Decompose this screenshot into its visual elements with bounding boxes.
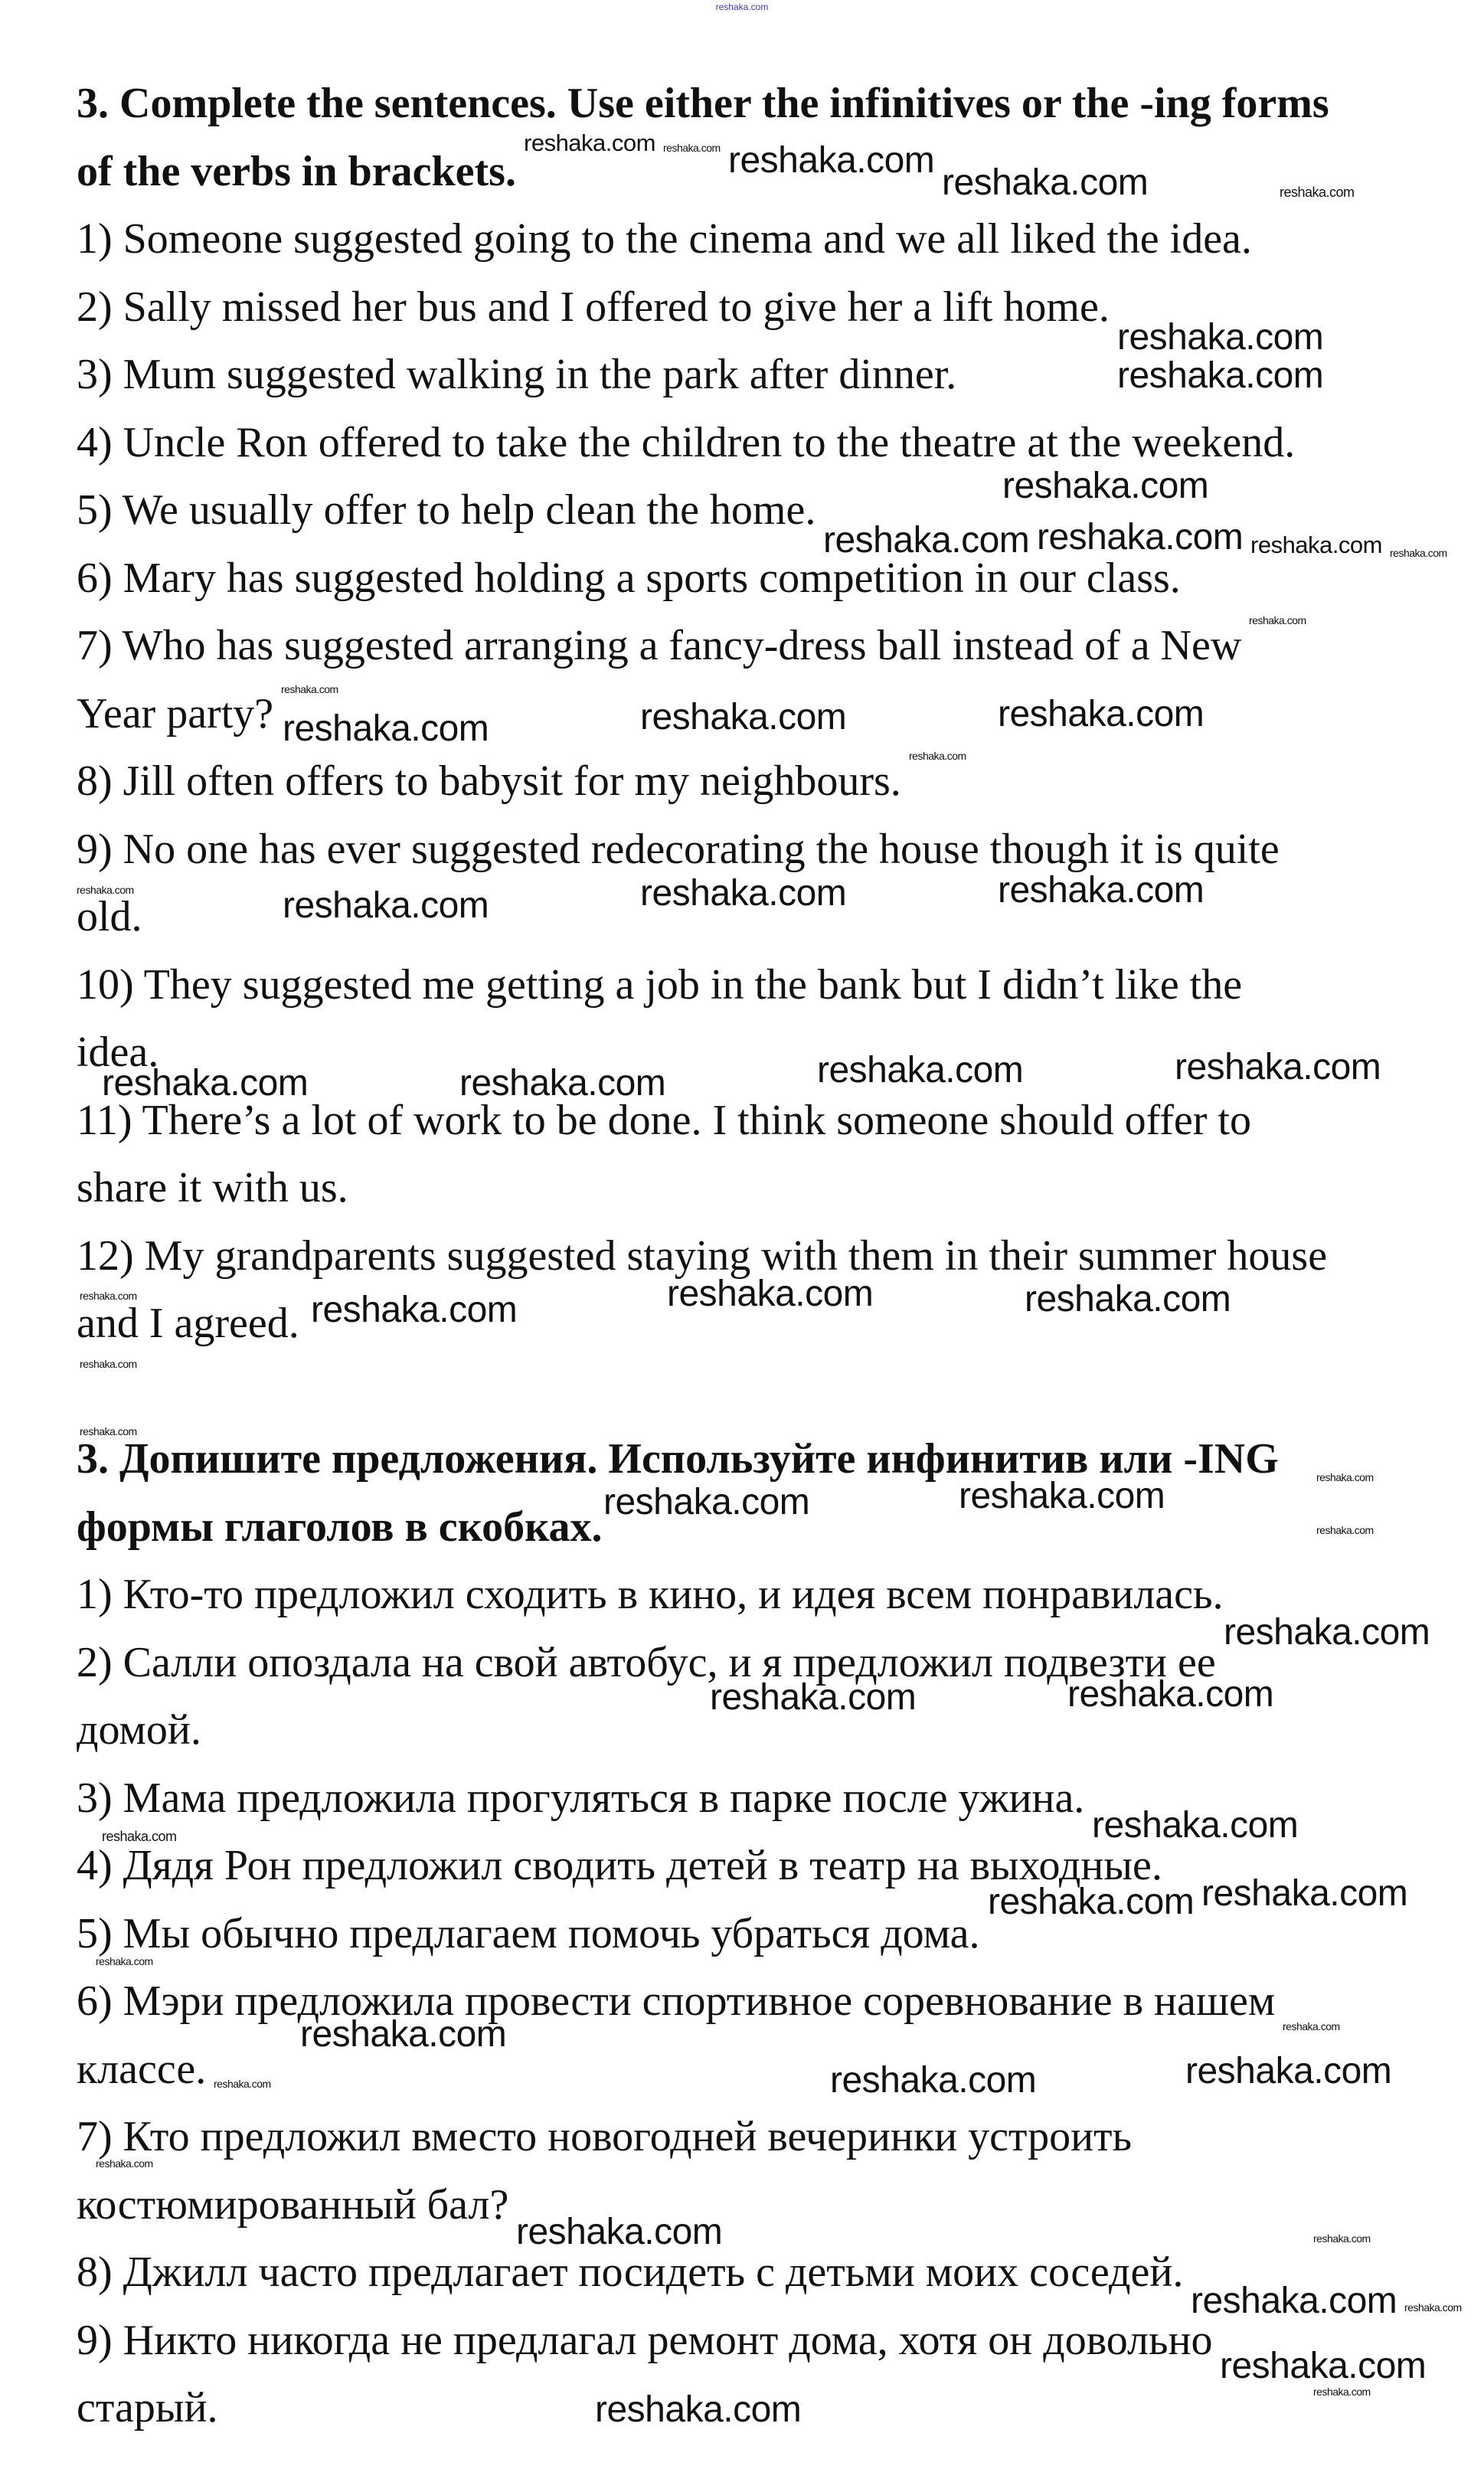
sentence-line (77, 2171, 1455, 2239)
sentence-line (77, 476, 1455, 544)
watermark: reshaka.com (1250, 531, 1382, 558)
watermark: reshaka.com (663, 142, 721, 154)
watermark: reshaka.com (1117, 355, 1324, 396)
watermark: reshaka.com (1249, 614, 1306, 626)
watermark: reshaka.com (80, 1358, 137, 1370)
sentence-text: классе. (77, 2045, 207, 2093)
watermark: reshaka.com (516, 2212, 723, 2252)
sentence-text: share it with us. (77, 1164, 348, 1212)
sentence-text: 1) Кто-то предложил сходить в кино, и идея всем понравилась. (77, 1571, 1224, 1618)
watermark: reshaka.com (728, 140, 935, 181)
watermark: reshaka.com (1025, 1279, 1231, 1320)
sentence-text: 3) Мама предложила прогуляться в парке после ужина. (77, 1774, 1085, 1822)
watermark: reshaka.com (998, 694, 1205, 734)
sentence-text: домой. (77, 1706, 201, 1754)
sentence-text: Year party? (77, 689, 274, 737)
watermark: reshaka.com (988, 1882, 1195, 1922)
watermark: reshaka.com (959, 1476, 1165, 1516)
sentence-text: 4) Uncle Ron offered to take the children to the theatre at the weekend. (77, 418, 1296, 466)
watermark: reshaka.com (1313, 2232, 1371, 2245)
watermark: reshaka.com (77, 884, 134, 896)
watermark: reshaka.com (817, 1050, 1024, 1091)
sentence-line (77, 1967, 1455, 2036)
watermark: reshaka.com (1220, 2346, 1427, 2386)
sentence-text: 8) Jill often offers to babysit for my neighbours. (77, 757, 901, 805)
watermark: reshaka.com (459, 1063, 666, 1104)
watermark: reshaka.com (640, 873, 847, 914)
watermark: reshaka.com (823, 520, 1030, 561)
site-header-link[interactable]: reshaka.com (715, 2, 769, 12)
watermark: reshaka.com (283, 708, 489, 749)
watermark: reshaka.com (281, 683, 338, 695)
watermark: reshaka.com (595, 2389, 802, 2430)
watermark: reshaka.com (80, 1290, 137, 1302)
watermark: reshaka.com (1117, 317, 1324, 358)
spacer (77, 1358, 1455, 1426)
watermark: reshaka.com (96, 2157, 153, 2170)
watermark: reshaka.com (80, 1425, 137, 1437)
watermark: reshaka.com (283, 885, 489, 926)
sentence-line (77, 544, 1455, 613)
sentence-text: 5) Мы обычно предлагаем помочь убраться дома. (77, 1909, 980, 1957)
sentence-text: 7) Кто предложил вместо новогодней вечеринки устроить (77, 2113, 1133, 2160)
watermark: reshaka.com (1092, 1805, 1299, 1846)
sentence-text: 1) Someone suggested going to the cinema and we all liked the idea. (77, 215, 1252, 263)
sentence-text: старый. (77, 2384, 218, 2431)
watermark: reshaka.com (830, 2060, 1037, 2101)
sentence-text: 2) Салли опоздала на свой автобус, и я предложил подвезти ее (77, 1638, 1216, 1686)
sentence-text: 4) Дядя Рон предложил сводить детей в театр на выходные. (77, 1842, 1162, 1889)
watermark: reshaka.com (1175, 1047, 1381, 1087)
watermark: reshaka.com (1067, 1674, 1274, 1715)
watermark: reshaka.com (1316, 1524, 1374, 1536)
sentence-text: 7) Who has suggested arranging a fancy-dress ball instead of a New (77, 622, 1242, 669)
watermark: reshaka.com (102, 1063, 309, 1104)
sentence-line (77, 951, 1455, 1019)
sentence-text: 6) Мэри предложила провести спортивное соревнование в нашем (77, 1977, 1276, 2025)
sentence-text: 2) Sally missed her bus and I offered to give her a lift home. (77, 283, 1110, 331)
watermark: reshaka.com (1316, 1471, 1374, 1483)
sentence-line (77, 205, 1455, 273)
english-heading-line-1 (77, 70, 1455, 138)
watermark: reshaka.com (1185, 2051, 1392, 2091)
watermark: reshaka.com (1283, 2020, 1340, 2032)
watermark: reshaka.com (214, 2078, 271, 2090)
sentence-text: 10) They suggested me getting a job in the bank but I didn’t like the (77, 960, 1243, 1009)
sentence-text: and I agreed. (77, 1300, 299, 1347)
sentence-text: 8) Джилл часто предлагает посидеть с детьми моих соседей. (77, 2248, 1184, 2296)
sentence-text: 11) There’s a lot of work to be done. I think someone should offer to (77, 1096, 1251, 1144)
sentence-line (77, 1154, 1455, 1222)
sentence-text: old. (77, 893, 142, 940)
sentence-text: костюмированный бал? (77, 2180, 509, 2229)
russian-heading-line-2-text: формы глаголов в скобках. (77, 1503, 603, 1551)
watermark: reshaka.com (1404, 2301, 1462, 2314)
sentence-text: 5) We usually offer to help clean the home. (77, 486, 816, 534)
english-heading-line-1-text: 3. Complete the sentences. Use either the infinitives or the -ing forms (77, 80, 1329, 127)
watermark: reshaka.com (1390, 547, 1447, 559)
sentence-text: idea. (77, 1028, 159, 1076)
sentence-text: 6) Mary has suggested holding a sports competition in our class. (77, 554, 1181, 602)
sentence-line (77, 2103, 1455, 2171)
sentence-text: 9) No one has ever suggested redecorating the house though it is quite (77, 825, 1280, 873)
sentence-line (77, 612, 1455, 680)
watermark: reshaka.com (640, 697, 847, 737)
watermark: reshaka.com (667, 1274, 874, 1314)
sentence-text: 3) Mum suggested walking in the park after dinner. (77, 351, 957, 398)
watermark: reshaka.com (1002, 466, 1209, 506)
watermark: reshaka.com (300, 2014, 507, 2055)
russian-heading-line-1-text: 3. Допишите предложения. Используйте инфинитив или -ING (77, 1435, 1279, 1483)
sentence-text: 9) Никто никогда не предлагал ремонт дома, хотя он довольно (77, 2316, 1213, 2364)
sentence-line (77, 409, 1455, 477)
watermark: reshaka.com (998, 870, 1205, 911)
watermark: reshaka.com (1201, 1873, 1408, 1914)
sentence-line (77, 747, 1455, 816)
watermark: reshaka.com (603, 1482, 810, 1522)
sentence-text: 12) My grandparents suggested staying with them in their summer house (77, 1231, 1328, 1280)
watermark: reshaka.com (1280, 185, 1355, 200)
watermark: reshaka.com (1313, 2386, 1371, 2398)
watermark: reshaka.com (1224, 1612, 1430, 1653)
watermark: reshaka.com (524, 129, 655, 156)
watermark: reshaka.com (96, 1955, 153, 1967)
watermark: reshaka.com (311, 1290, 518, 1330)
watermark: reshaka.com (1037, 517, 1244, 558)
watermark: reshaka.com (1191, 2281, 1397, 2321)
watermark: reshaka.com (909, 750, 966, 762)
watermark: reshaka.com (710, 1677, 917, 1718)
watermark: reshaka.com (942, 162, 1149, 203)
watermark: reshaka.com (102, 1829, 177, 1844)
english-heading-line-2-text: of the verbs in brackets. (77, 147, 516, 195)
